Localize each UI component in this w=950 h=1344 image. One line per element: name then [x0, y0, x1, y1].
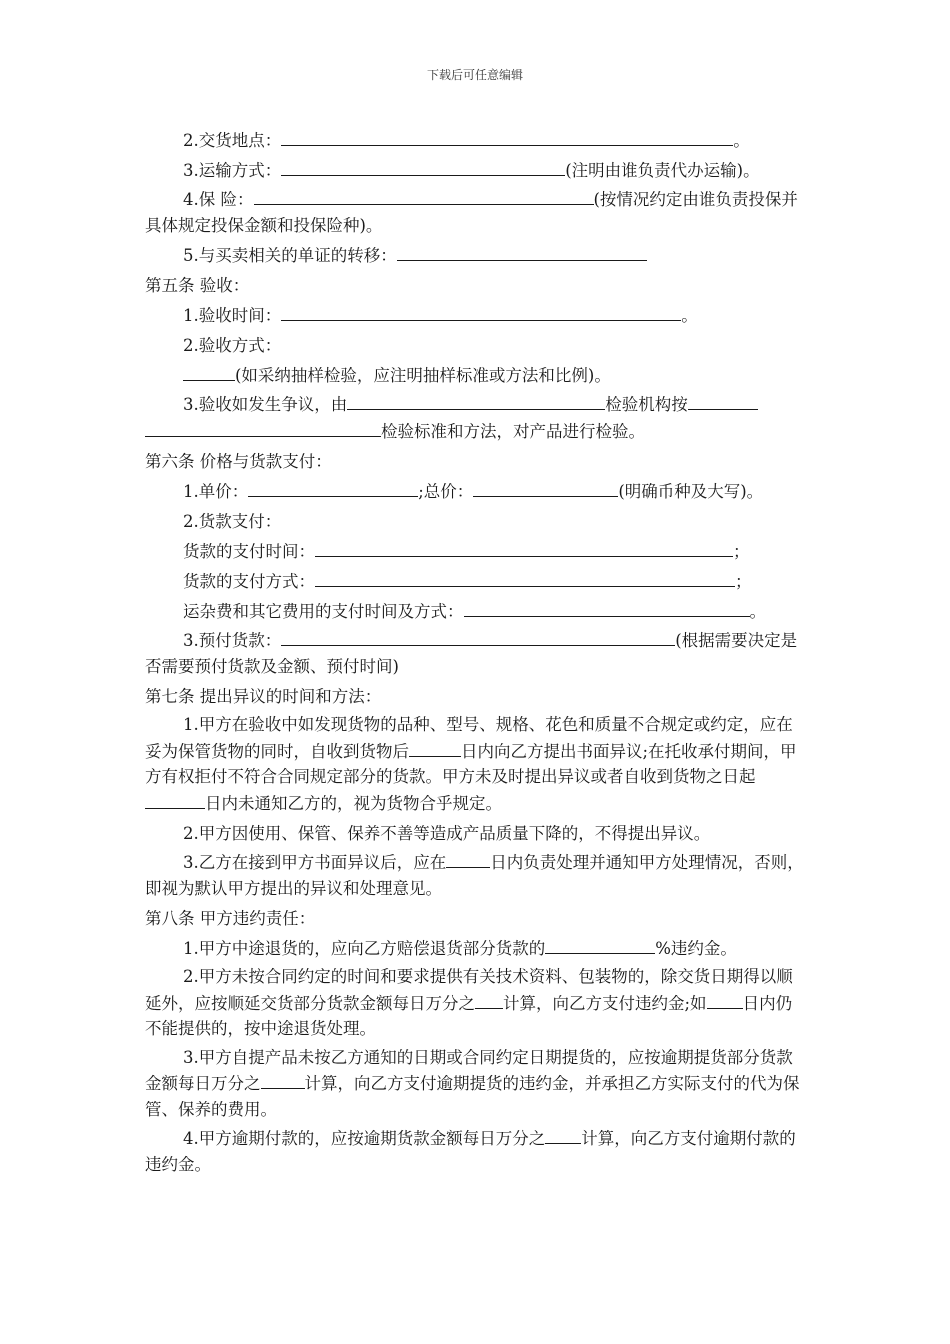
price-line: 1.单价： ;总价： (明确币种及大写)。	[145, 477, 807, 507]
blank-field	[315, 538, 733, 557]
blank-field	[475, 990, 503, 1009]
objection-clause-3: 3.乙方在接到甲方书面异议后，应在 日内负责处理并通知甲方处理情况，否则，即视为默认甲方提出的异议和处理意见。	[145, 849, 807, 901]
blank-field	[545, 1125, 581, 1144]
blank-field	[254, 186, 594, 205]
blank-field	[545, 935, 655, 954]
blank-field	[281, 627, 675, 646]
liability-clause-3: 3.甲方自提产品未按乙方通知的日期或合同约定日期提货的，应按逾期提货部分货款金额每日万分之 计算，向乙方支付逾期提货的违约金，并承担乙方实际支付的代为保管、保养的费用。	[145, 1047, 800, 1119]
blank-field	[397, 242, 647, 261]
inspection-method-label: 2.验收方式：	[183, 336, 282, 355]
liability-clause-1: 1.甲方中途退货的，应向乙方赔偿退货部分货款的 %违约金。	[145, 934, 807, 964]
sampling-note-line: (如采纳抽样检验，应注明抽样标准或方法和比例)。	[145, 361, 807, 391]
inspection-time-line: 1.验收时间： 。	[145, 301, 807, 331]
blank-field	[281, 302, 681, 321]
blank-field	[347, 391, 605, 410]
page-header: 下载后可任意编辑	[426, 68, 523, 82]
objection-clause-1: 1.甲方在验收中如发现货物的品种、型号、规格、花色和质量不合规定或约定，应在妥为保管货物的同时，自收到货物后 日内向乙方提出书面异议;在托收承付期间，甲方有权拒付不符合合同规定部分的货款。甲方未及时提出异议或者自收到货物之日起日内未通知乙方的，视为货物合乎规定。	[145, 715, 797, 813]
blank-field	[281, 157, 565, 176]
section-7-title: 第七条 提出异议的时间和方法：	[145, 687, 382, 706]
liability-clause-4: 4.甲方逾期付款的，应按逾期货款金额每日万分之 计算，向乙方支付逾期付款的违约金。	[145, 1125, 807, 1177]
section-5-title: 第五条 验收：	[145, 276, 250, 295]
section-8-title: 第八条 甲方违约责任：	[145, 909, 316, 928]
transport-method-line: 3.运输方式： (注明由谁负责代办运输)。	[145, 156, 807, 186]
document-transfer-line: 5.与买卖相关的单证的转移：	[145, 241, 807, 271]
delivery-location-line: 2.交货地点： 。	[145, 126, 807, 156]
section-6-title: 第六条 价格与货款支付：	[145, 452, 332, 471]
contract-body	[145, 126, 807, 1180]
blank-field	[261, 1070, 305, 1089]
inspection-dispute-line: 3.验收如发生争议，由 检验机构按检验标准和方法，对产品进行检验。	[145, 391, 807, 444]
blank-field	[145, 790, 205, 809]
payment-label: 2.货款支付：	[183, 512, 282, 531]
prepayment-line: 3.预付货款： (根据需要决定是否需要预付货款及金额、预付时间)	[145, 627, 807, 679]
blank-field	[281, 127, 733, 146]
insurance-line: 4.保 险： (按情况约定由谁负责投保并具体规定投保金额和投保险种)。	[145, 186, 807, 238]
blank-field	[707, 990, 743, 1009]
blank-field	[688, 391, 758, 410]
payment-time-line: 货款的支付时间： ；	[145, 537, 807, 567]
other-fees-line: 运杂费和其它费用的支付时间及方式： 。	[145, 597, 807, 627]
payment-method-line: 货款的支付方式： ；	[145, 567, 807, 597]
blank-field	[248, 478, 418, 497]
blank-field	[409, 738, 461, 757]
blank-field	[145, 418, 381, 437]
objection-clause-2: 2.甲方因使用、保管、保养不善等造成产品质量下降的，不得提出异议。	[183, 824, 711, 843]
blank-field	[464, 598, 750, 617]
blank-field	[183, 362, 235, 381]
blank-field	[473, 478, 618, 497]
liability-clause-2: 2.甲方未按合同约定的时间和要求提供有关技术资料、包装物的，除交货日期得以顺延外，应按顺延交货部分货款金额每日万分之 计算，向乙方支付违约金;如 日内仍不能提供的，按中途退货处理。	[145, 967, 793, 1038]
blank-field	[315, 568, 735, 587]
blank-field	[446, 849, 490, 868]
